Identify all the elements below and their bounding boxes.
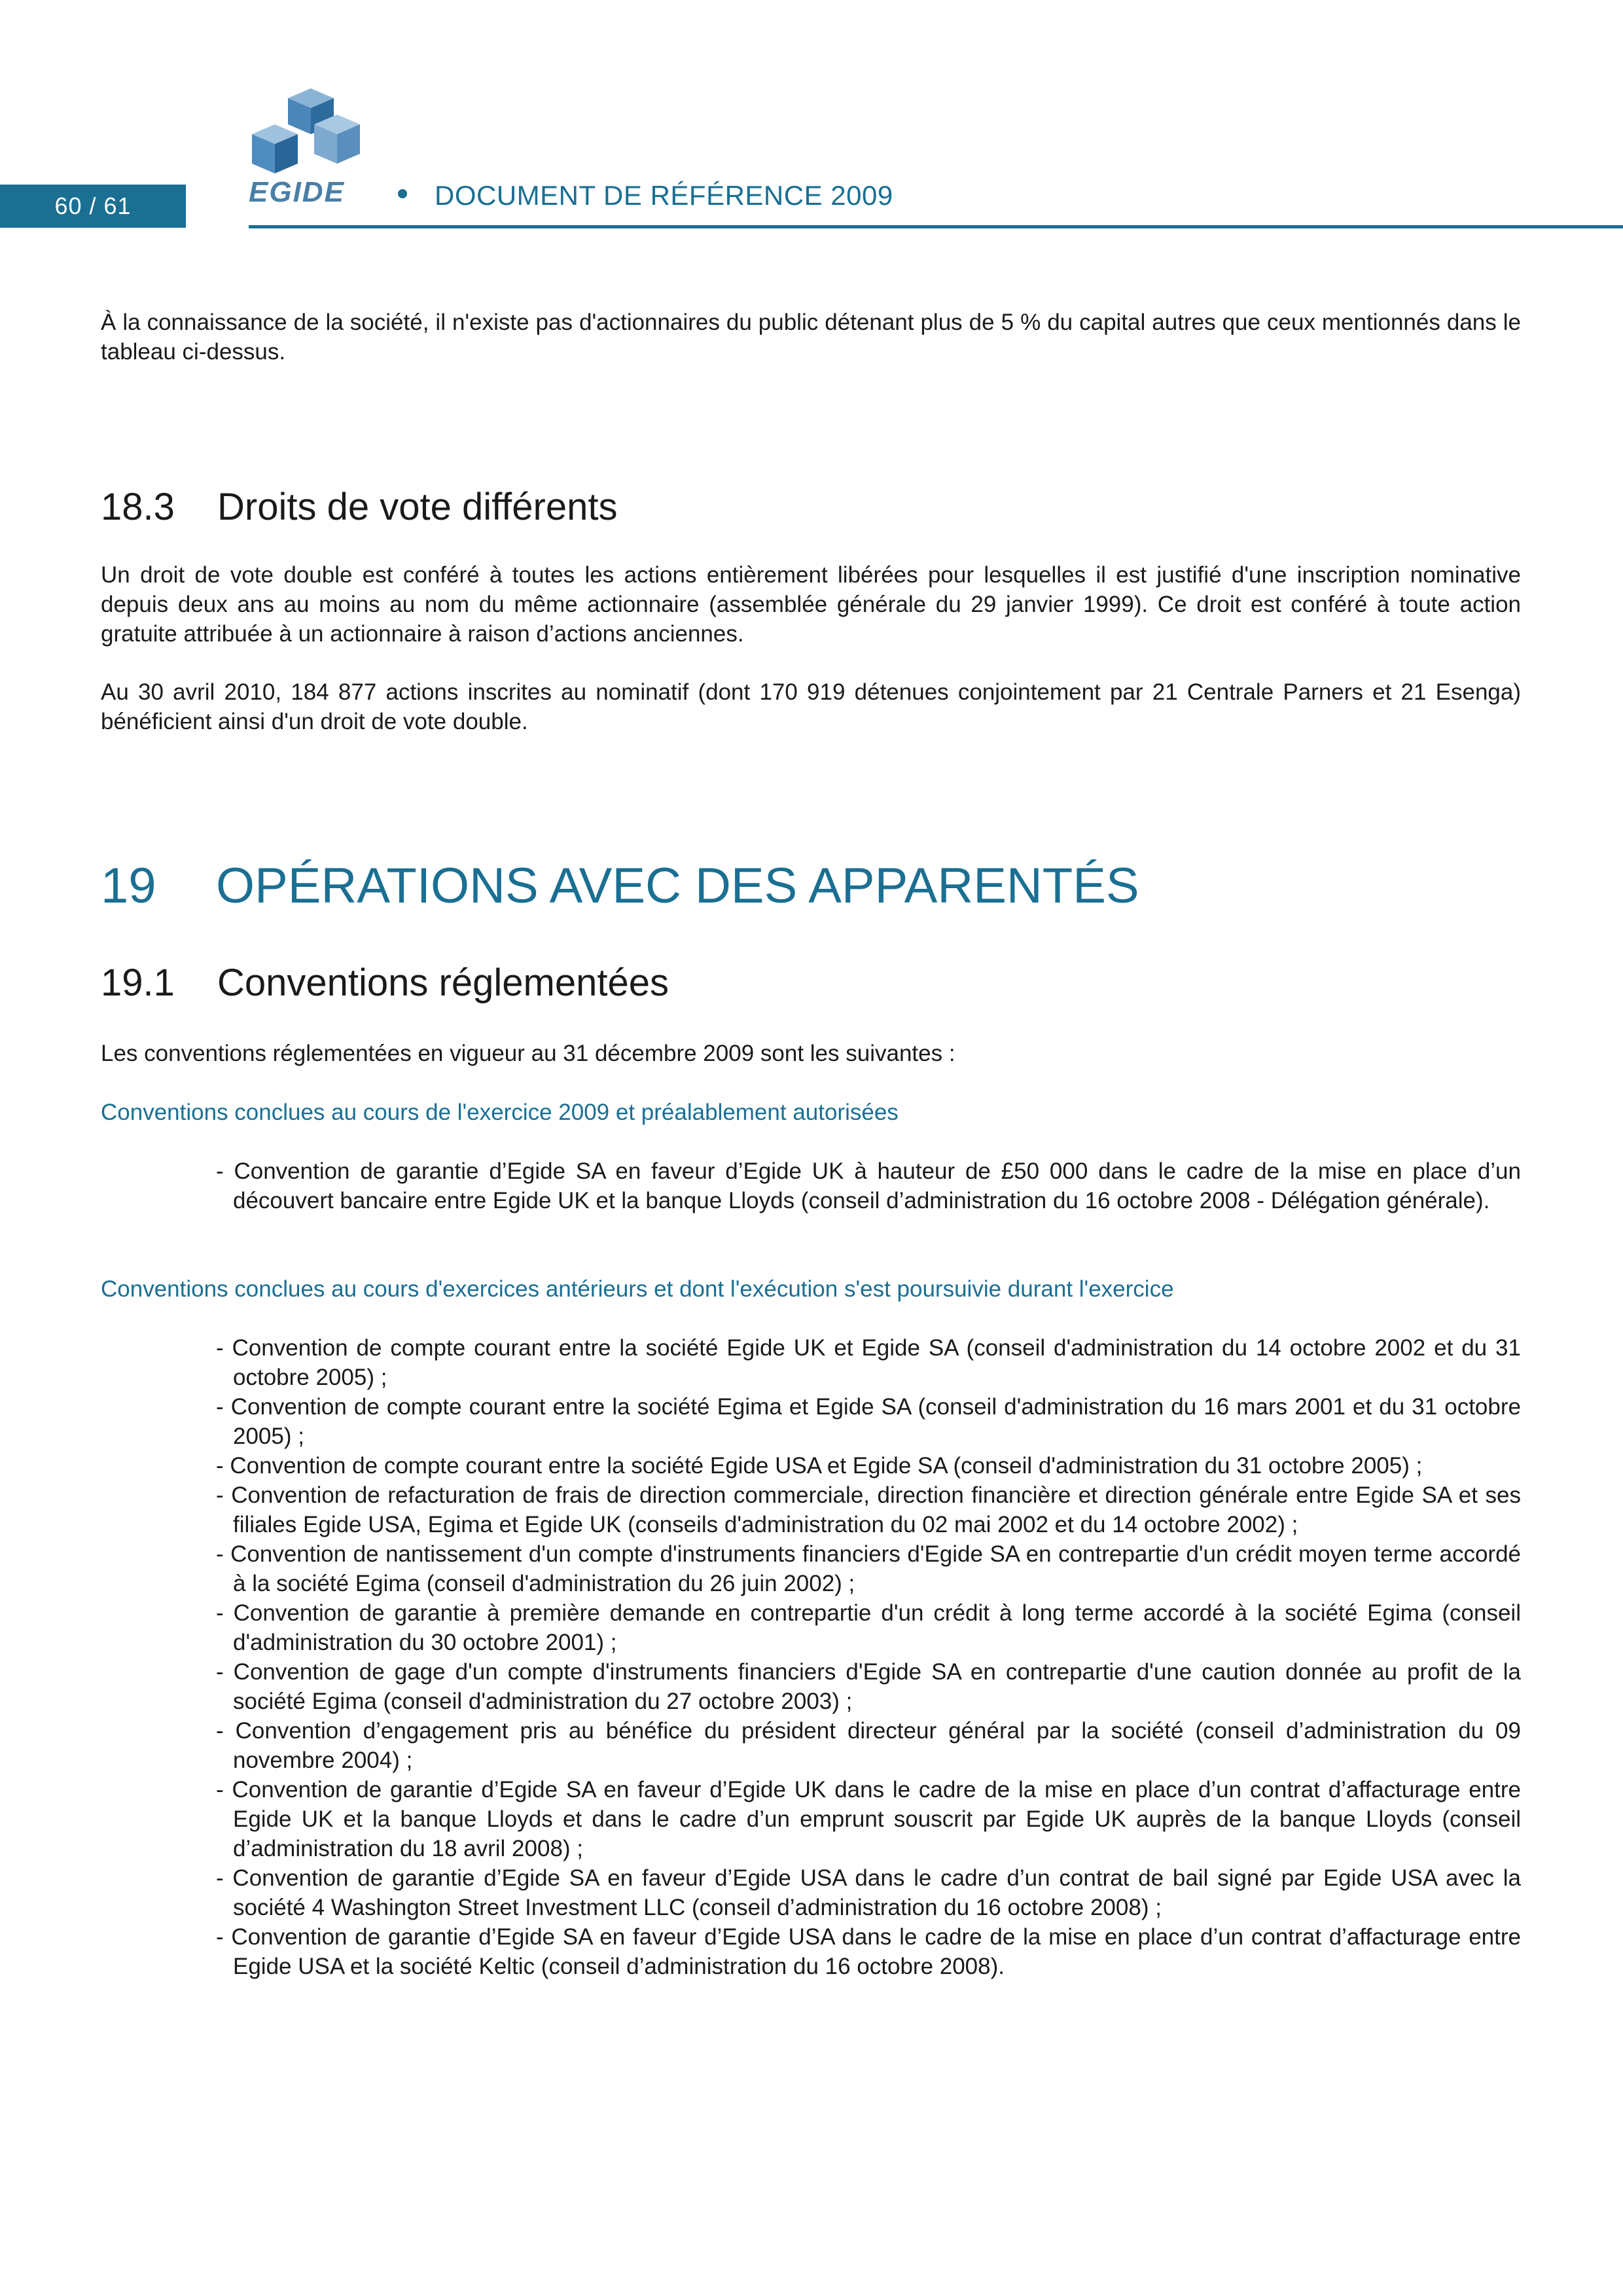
chapter-title: OPÉRATIONS AVEC DES APPARENTÉS	[216, 858, 1139, 914]
egide-logo-wordmark: EGIDE	[249, 176, 345, 208]
list-item: - Convention de garantie d’Egide SA en faveur d’Egide USA dans le cadre d’un contrat de bail signé par Egide USA avec la société 4 Washington Street Investment LLC (conseil d’administration du 16 octobre 2008) ;	[216, 1865, 1521, 1920]
header-divider	[249, 225, 1623, 228]
list-item: - Convention de garantie à première demande en contrepartie d'un crédit à long terme accordé à la société Egima (conseil d'administration du 30 octobre 2001) ;	[216, 1600, 1521, 1655]
chapter-number: 19	[101, 858, 156, 914]
intro-paragraph: À la connaissance de la société, il n'existe pas d'actionnaires du public détenant plus de 5 % du capital autres que ceux mentionnés dans le tableau ci-dessus.	[101, 310, 1521, 365]
header-bullet	[398, 189, 407, 198]
voting-rights-paragraph: Un droit de vote double est conféré à toutes les actions entièrement libérées pour lesquelles il est justifié d'une inscription nominative depuis deux ans au moins au nom du même actionnaire (assemblée générale du 29 janvier 1999). Ce droit est conféré à toute action gratuite attribuée à un actionnaire à raison d’actions anciennes.	[101, 562, 1521, 647]
document-title: DOCUMENT DE RÉFÉRENCE 2009	[435, 180, 893, 211]
page-content	[101, 308, 1521, 1981]
section-number: 18.3	[101, 486, 175, 528]
section-18-3-heading	[101, 484, 1521, 530]
list-item: - Convention de gage d'un compte d'instruments financiers d'Egide SA en contrepartie d'une caution donnée au profit de la société Egima (conseil d'administration du 27 octobre 2003) ;	[216, 1659, 1521, 1714]
section-title: Droits de vote différents	[217, 486, 618, 528]
conventions-2009-heading: Conventions conclues au cours de l'exercice 2009 et préalablement autorisées	[101, 1100, 899, 1125]
conventions-2009-list	[216, 1157, 1521, 1215]
conventions-prior-heading: Conventions conclues au cours d'exercices antérieurs et dont l'exécution s'est poursuivie durant l'exercice	[101, 1276, 1174, 1302]
conventions-intro: Les conventions réglementées en vigueur au 31 décembre 2009 sont les suivantes :	[101, 1041, 955, 1066]
list-item: - Convention de refacturation de frais de direction commerciale, direction financière et direction générale entre Egide SA et ses filiales Egide USA, Egima et Egide UK (conseils d'administration du 02 mai 2002 et du 14 octobre 2002) ;	[216, 1482, 1521, 1537]
double-vote-paragraph: Au 30 avril 2010, 184 877 actions inscrites au nominatif (dont 170 919 détenues conjointement par 21 Centrale Parners et 21 Esenga) bénéficient ainsi d'un droit de vote double.	[101, 679, 1521, 734]
list-item: - Convention de compte courant entre la société Egide UK et Egide SA (conseil d'administration du 14 octobre 2002 et du 31 octobre 2005) ;	[216, 1335, 1521, 1390]
chapter-19-heading	[101, 857, 1521, 916]
section-number: 19.1	[101, 961, 175, 1004]
list-item: - Convention de garantie d’Egide SA en faveur d’Egide UK à hauteur de £50 000 dans le cadre de la mise en place d’un découvert bancaire entre Egide UK et la banque Lloyds (conseil d’administration du 16 octobre 2008 - Délégation générale).	[216, 1158, 1521, 1213]
list-item: - Convention de garantie d’Egide SA en faveur d’Egide USA dans le cadre de la mise en place d’un contrat d’affacturage entre Egide USA et la société Keltic (conseil d’administration du 16 octobre 2008).	[216, 1924, 1521, 1979]
page-indicator: 60 / 61	[0, 185, 186, 228]
section-19-1-heading	[101, 960, 1521, 1006]
section-title: Conventions réglementées	[217, 961, 669, 1004]
list-item: - Convention de nantissement d'un compte d'instruments financiers d'Egide SA en contrepartie d'un crédit moyen terme accordé à la société Egima (conseil d'administration du 26 juin 2002) ;	[216, 1541, 1521, 1596]
list-item: - Convention de garantie d’Egide SA en faveur d’Egide UK dans le cadre de la mise en place d’un contrat d’affacturage entre Egide UK et la banque Lloyds et dans le cadre d’un emprunt souscrit par Egide UK auprès de la banque Lloyds (conseil d’administration du 18 avril 2008) ;	[216, 1777, 1521, 1861]
list-item: - Convention de compte courant entre la société Egide USA et Egide SA (conseil d'administration du 31 octobre 2005) ;	[216, 1453, 1423, 1479]
list-item: - Convention de compte courant entre la société Egima et Egide SA (conseil d'administration du 16 mars 2001 et du 31 octobre 2005) ;	[216, 1394, 1521, 1449]
conventions-prior-list	[216, 1333, 1521, 1981]
list-item: - Convention d’engagement pris au bénéfice du président directeur général par la société (conseil d’administration du 09 novembre 2004) ;	[216, 1718, 1521, 1773]
